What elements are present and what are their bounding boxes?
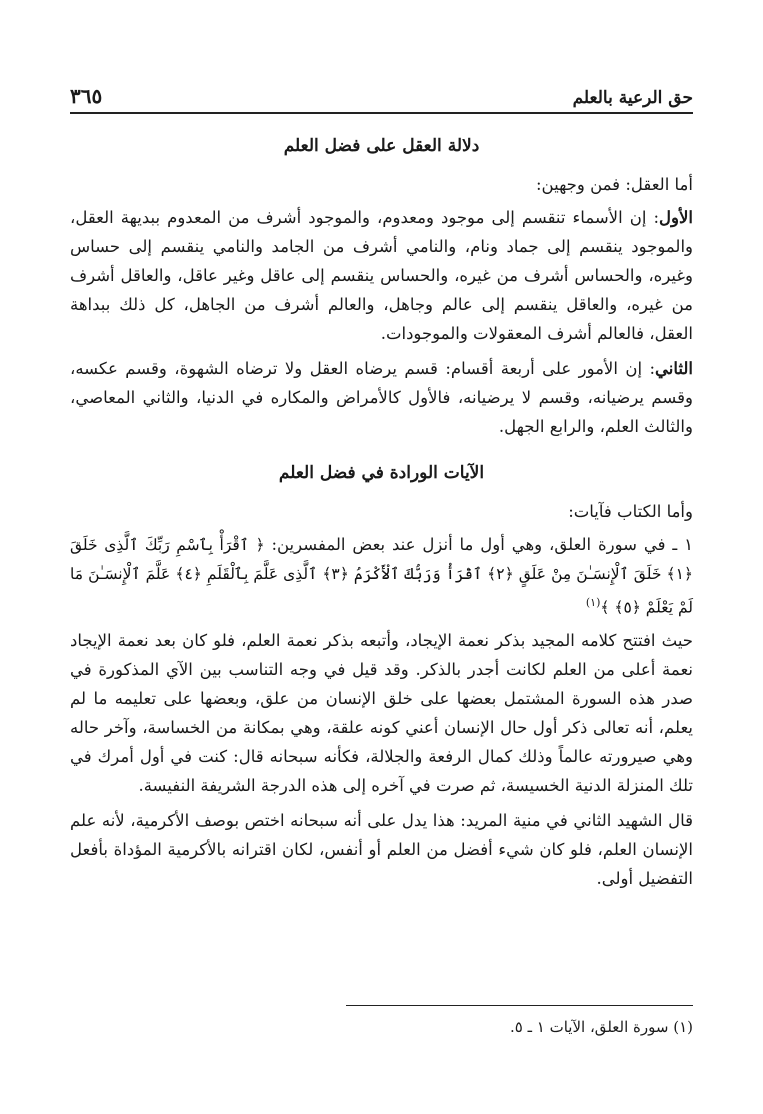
- section-heading-verses: الآيات الورادة في فضل العلم: [278, 463, 485, 483]
- lead-second: الثاني: [655, 359, 693, 378]
- running-title: حق الرعية بالعلم: [572, 88, 693, 108]
- footnote-ref: (١): [585, 596, 601, 609]
- running-header: [70, 78, 693, 114]
- text-second: : إن الأمور على أربعة أقسام: قسم يرضاه العقل ولا ترضاه الشهوة، وقسم عكسه، وقسم يرضيانه، وقسم لا يرضيانه، فالأول كالأمراض والمكاره في الدنيا، والثاني المعاصي، والثالث العلم، والرابع الجهل.: [70, 359, 693, 436]
- section-intro-book: وأما الكتاب فآيات:: [568, 502, 693, 521]
- lead-first: الأول: [659, 208, 693, 227]
- footnote-divider: [346, 1005, 693, 1006]
- paragraph-second: [70, 354, 693, 441]
- quran-verses: ﴿ ٱقْرَأْ بِٱسْمِ رَبِّكَ ٱلَّذِى خَلَقَ ﴿١﴾ خَلَقَ ٱلْإِنسَـٰنَ مِنْ عَلَقٍ ﴿٢﴾ ٱقْرَأْ وَرَبُّكَ ٱلْأَكْرَمُ ﴿٣﴾ ٱلَّذِى عَلَّمَ بِٱلْقَلَمِ ﴿٤﴾ عَلَّمَ ٱلْإِنسَـٰنَ مَا لَمْ يَعْلَمْ ﴿٥﴾ ﴾: [70, 536, 693, 617]
- footnote: (١) سورة العلق، الآيات ١ ـ ٥.: [510, 1018, 693, 1036]
- text-first: : إن الأسماء تنقسم إلى موجود ومعدوم، والموجود أشرف من المعدوم ببديهة العقل، والموجود ينقسم إلى جماد ونام، والنامي أشرف من الجامد والنامي ينقسم إلى حساس وغيره، والحساس أشرف من غيره، والحساس ينقسم إلى عاقل وغير عاقل، والعاقل أشرف من غيره، والعاقل ينقسم إلى عالم وجاهل، والعالم أشرف من الجاهل، كل ذلك ببداهة العقل، فالعالم أشرف المعقولات والموجودات.: [70, 208, 693, 343]
- section-intro: أما العقل: فمن وجهين:: [535, 175, 693, 194]
- verse-intro: ١ ـ في سورة العلق، وهي أول ما أنزل عند بعض المفسرين:: [271, 535, 693, 554]
- paragraph-first: [70, 203, 693, 348]
- verse-item-1: [70, 530, 693, 622]
- section-heading-reason: دلالة العقل على فضل العلم: [283, 136, 480, 156]
- page-number: ٣٦٥: [70, 84, 103, 108]
- paragraph-explanation: حيث افتتح كلامه المجيد بذكر نعمة الإيجاد، وأتبعه بذكر نعمة العلم، فلو كان بعد نعمة الإيجاد نعمة أعلى من العلم لكانت أجدر بالذكر. وقد قيل في وجه التناسب بين الآي المذكورة في صدر هذه السورة المشتمل بعضها على خلق الإنسان من علق، وبعضها على تعليمه ما لم يعلم، أنه تعالى ذكر أول حال الإنسان أعني كونه علقة، وهي بمكانة من الخساسة، وآخر حاله وهي صيرورته عالماً وذلك كمال الرفعة والجلالة، فكأنه سبحانه قال: كنت في أول أمرك في تلك المنزلة الدنية الخسيسة، ثم صرت في آخره إلى هذه الدرجة الشريفة النفيسة.: [70, 630, 693, 795]
- paragraph-quote: قال الشهيد الثاني في منية المريد: هذا يدل على أنه سبحانه اختص بوصف الأكرمية، لأنه علم الإنسان العلم، فلو كان شيء أفضل من العلم أو أنفس، لكان اقترانه بالأكرمية المؤداة بأفعل التفضيل أولى.: [70, 810, 693, 888]
- page-body: [70, 124, 693, 897]
